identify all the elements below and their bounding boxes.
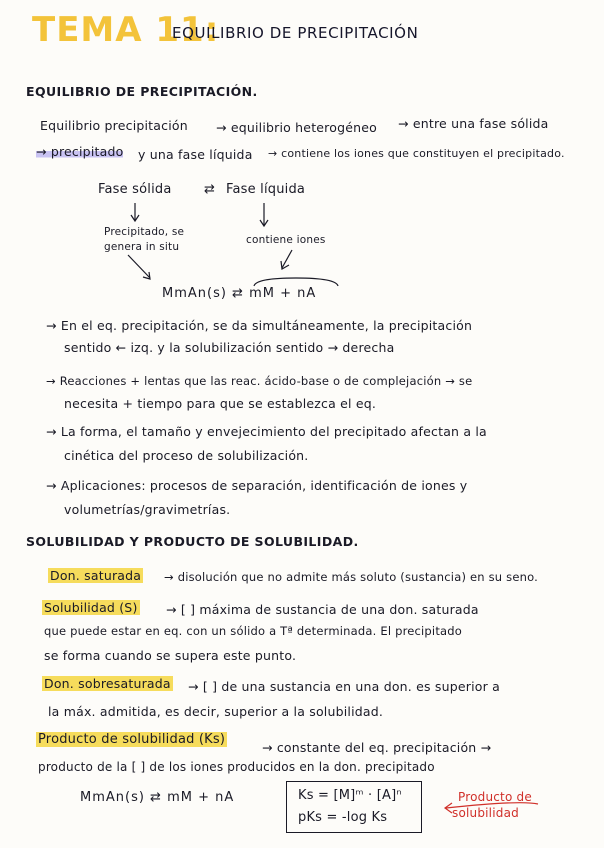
- term-don-saturada-label: Don. saturada: [50, 568, 142, 583]
- text-fase-solida: → entre una fase sólida: [398, 116, 549, 131]
- note-solubilidad: solubilidad: [452, 806, 519, 820]
- text-equilibrio-heterogeneo: → equilibrio heterogéneo: [216, 120, 377, 135]
- term-producto-solubilidad-label: Producto de solubilidad (Ks): [38, 732, 226, 747]
- def-sobresaturada-b: la máx. admitida, es decir, superior a la solubilidad.: [48, 704, 384, 719]
- note-producto: Producto de: [458, 790, 532, 804]
- term-don-saturada: [48, 568, 143, 583]
- page-title: EQUILIBRIO DE PRECIPITACIÓN: [172, 24, 419, 42]
- bullet-aplicaciones-b: volumetrías/gravimetrías.: [64, 502, 231, 517]
- diagram-fase-liquida: Fase líquida: [226, 182, 306, 197]
- def-solubilidad-b: que puede estar en eq. con un sólido a Tª determinada. El precipitado: [44, 624, 463, 638]
- diagram-equation: MmAn(s) ⇄ mM + nA: [162, 286, 317, 301]
- diagram-label-precipitado: Precipitado, se: [104, 226, 185, 238]
- def-sobresaturada-a: → [ ] de una sustancia en una don. es superior a: [188, 679, 501, 694]
- term-solubilidad-label: Solubilidad (S): [44, 600, 138, 615]
- diagram-arrows: ⇄: [204, 182, 216, 197]
- text-contiene-iones: → contiene los iones que constituyen el precipitado.: [268, 147, 565, 160]
- diagram-label-contiene-iones: contiene iones: [246, 234, 326, 246]
- term-producto-solubilidad: [36, 732, 227, 747]
- bullet-simultaneo-a: → En el eq. precipitación, se da simultáneamente, la precipitación: [46, 318, 473, 333]
- term-equilibrio-precipitacion: Equilibrio precipitación: [40, 118, 188, 133]
- title-number: TEMA 11:: [32, 10, 220, 50]
- section-heading-solubilidad: SOLUBILIDAD Y PRODUCTO DE SOLUBILIDAD.: [26, 534, 359, 549]
- section-heading-equilibrio: EQUILIBRIO DE PRECIPITACIÓN.: [26, 84, 258, 99]
- bullet-reacciones-a: → Reacciones + lentas que las reac. ácido-base o de complejación → se: [46, 374, 473, 388]
- pks-formula: pKs = -log Ks: [298, 810, 388, 825]
- term-sobresaturada: [42, 676, 173, 691]
- text-precipitado: → precipitado: [36, 144, 124, 159]
- solubilidad-equation: MmAn(s) ⇄ mM + nA: [80, 790, 235, 805]
- def-don-saturada: → disolución que no admite más soluto (sustancia) en su seno.: [164, 570, 538, 584]
- term-solubilidad: [42, 600, 140, 615]
- ks-formula: Ks = [M]ᵐ · [A]ⁿ: [298, 788, 402, 803]
- text-fase-liquida: y una fase líquida: [138, 147, 253, 162]
- bullet-simultaneo-b: sentido ← izq. y la solubilización sentido → derecha: [64, 340, 395, 355]
- bullet-reacciones-b: necesita + tiempo para que se establezca el eq.: [64, 396, 377, 411]
- bullet-aplicaciones-a: → Aplicaciones: procesos de separación, identificación de iones y: [46, 478, 468, 493]
- bullet-forma-b: cinética del proceso de solubilización.: [64, 448, 309, 463]
- diagram-label-in-situ: genera in situ: [104, 241, 180, 253]
- def-solubilidad-a: → [ ] máxima de sustancia de una don. saturada: [166, 602, 479, 617]
- def-solubilidad-c: se forma cuando se supera este punto.: [44, 648, 297, 663]
- def-producto-b: producto de la [ ] de los iones producidos en la don. precipitado: [38, 760, 435, 774]
- bullet-forma-a: → La forma, el tamaño y envejecimiento del precipitado afectan a la: [46, 424, 487, 439]
- diagram-fase-solida: Fase sólida: [98, 182, 172, 197]
- term-sobresaturada-label: Don. sobresaturada: [44, 676, 171, 691]
- def-producto-a: → constante del eq. precipitación →: [262, 740, 492, 755]
